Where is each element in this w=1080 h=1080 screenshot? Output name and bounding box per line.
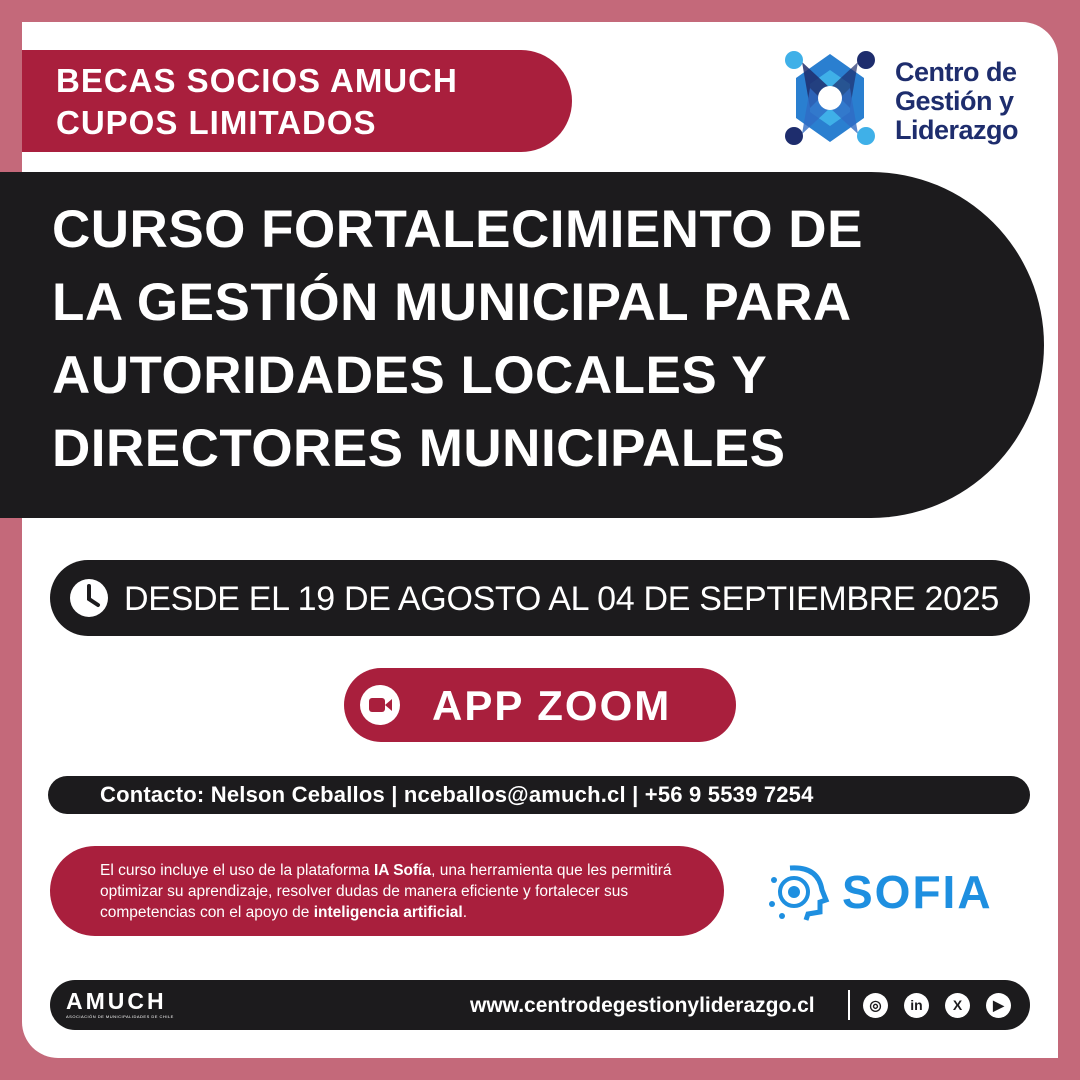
logo-line-2: Gestión y (895, 86, 1014, 116)
amuch-logo: AMUCH (66, 988, 167, 1014)
course-dates: DESDE EL 19 DE AGOSTO AL 04 DE SEPTIEMBRE 2025 (124, 580, 999, 618)
info-bold-1: IA Sofía (373, 862, 432, 879)
amuch-subtitle: ASOCIACIÓN DE MUNICIPALIDADES DE CHILE (66, 1014, 174, 1019)
linkedin-icon[interactable]: in (904, 993, 929, 1018)
course-title (52, 193, 1012, 485)
clock-icon (69, 578, 109, 618)
footer-divider (848, 990, 850, 1020)
platform-label: APP ZOOM (432, 682, 672, 729)
logo-line-1: Centro de (895, 57, 1017, 87)
title-line-4: DIRECTORES MUNICIPALES (52, 419, 786, 478)
info-part-3: . (462, 904, 468, 921)
info-part-2: , una herramienta que les permitirá optimizar su aprendizaje, resolver dudas de manera eficiente y fortalecer sus competencias con el apoyo de (100, 862, 672, 921)
ai-head-icon (768, 860, 830, 922)
youtube-icon[interactable]: ▶ (986, 993, 1011, 1018)
contact-info: Contacto: Nelson Ceballos | nceballos@amuch.cl | +56 9 5539 7254 (100, 782, 814, 807)
ai-info-text (100, 860, 710, 923)
ribbon-line-1: BECAS SOCIOS AMUCH (56, 62, 458, 99)
title-line-1: CURSO FORTALECIMIENTO DE (52, 200, 863, 259)
centro-gestion-logo-text (895, 58, 1018, 145)
scholarship-ribbon (22, 50, 572, 152)
info-part-1: El curso incluye el uso de la plataforma (100, 862, 374, 879)
website-link[interactable]: www.centrodegestionyliderazgo.cl (470, 994, 815, 1017)
video-camera-icon (360, 685, 400, 725)
sofia-logo-text: SOFIA (842, 866, 993, 918)
logo-line-3: Liderazgo (895, 115, 1019, 145)
instagram-icon[interactable]: ◎ (863, 993, 888, 1018)
ribbon-line-2: CUPOS LIMITADOS (56, 104, 377, 141)
title-line-3: AUTORIDADES LOCALES Y (52, 346, 768, 405)
title-line-2: LA GESTIÓN MUNICIPAL PARA (52, 273, 852, 332)
info-bold-2: inteligencia artificial (313, 904, 463, 921)
x-icon[interactable]: X (945, 993, 970, 1018)
